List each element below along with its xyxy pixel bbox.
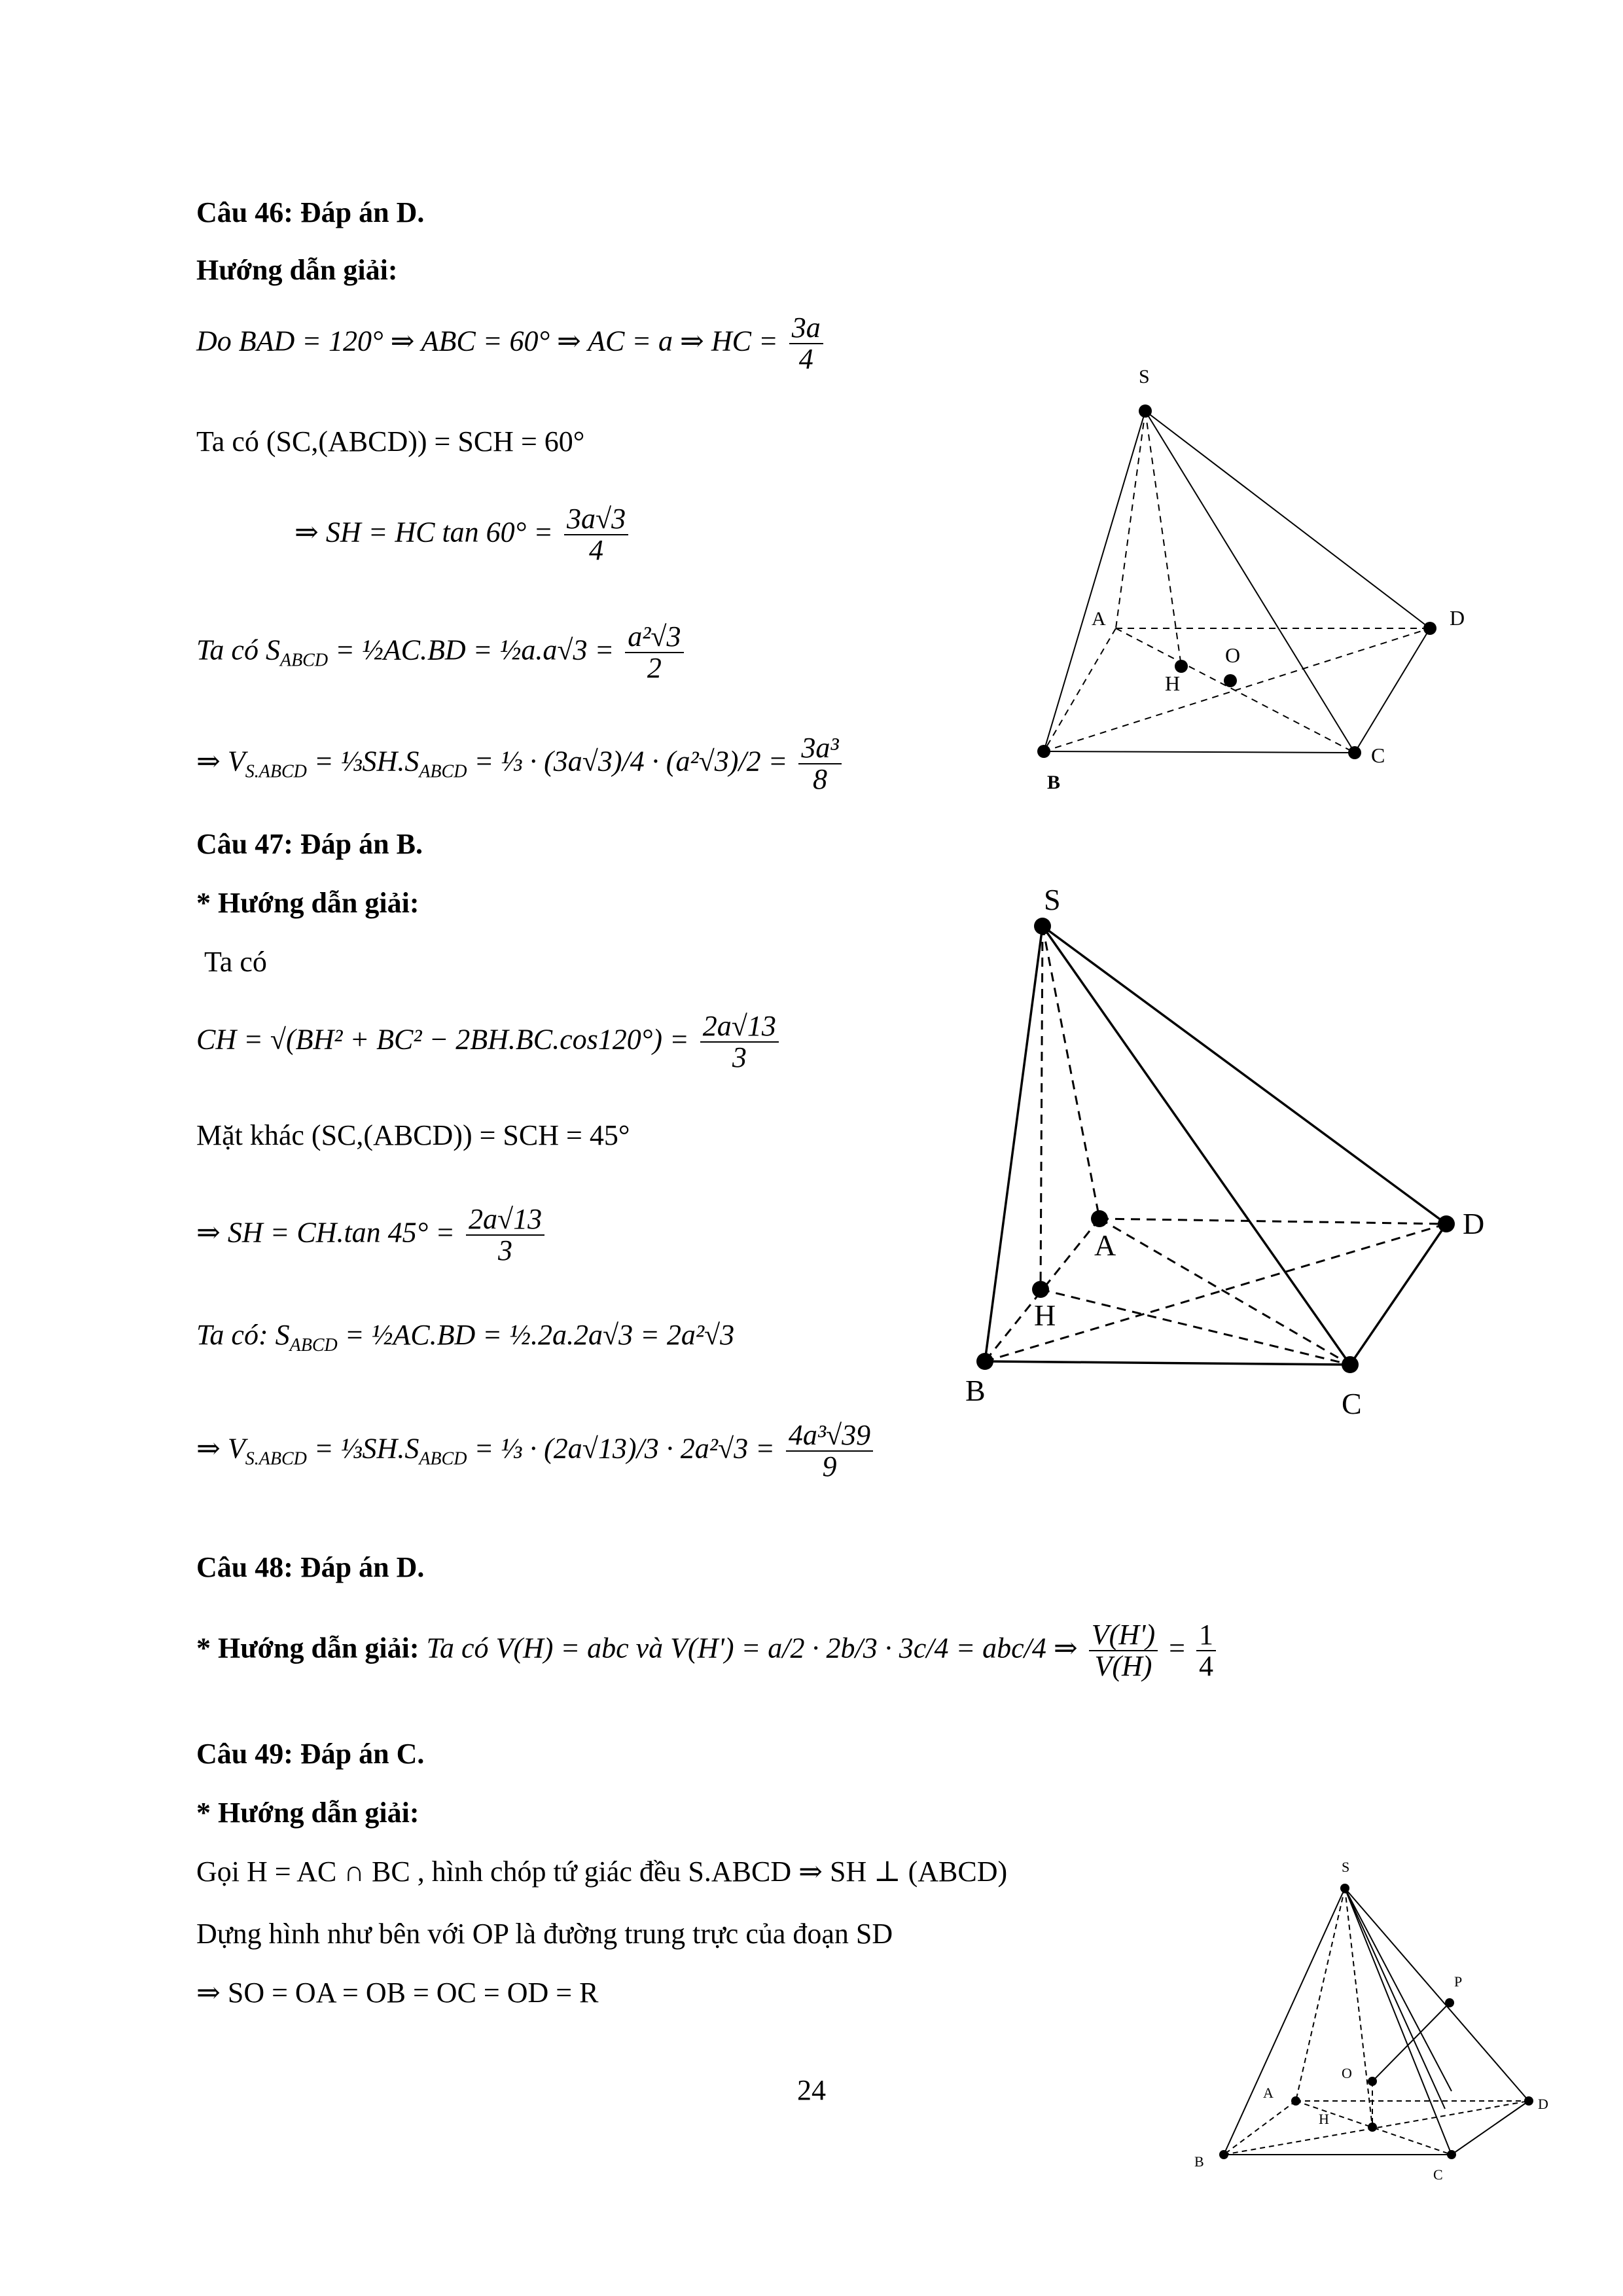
q49-guide: * Hướng dẫn giải: <box>196 1797 419 1829</box>
q49-line2: Dựng hình như bên với OP là đường trung trực của đoạn SD <box>196 1918 893 1950</box>
q47-guide: * Hướng dẫn giải: <box>196 887 419 919</box>
fig1-point-o <box>1224 674 1237 687</box>
q46-guide: Hướng dẫn giải: <box>196 254 398 286</box>
fig3-point-o <box>1368 2077 1377 2086</box>
q48-title: Câu 48: Đáp án D. <box>196 1551 425 1583</box>
fig3-point-h <box>1368 2123 1377 2132</box>
fig3-point-s <box>1340 1884 1349 1893</box>
fig2-label-h: H <box>1034 1299 1056 1332</box>
q47-line6: ⇒ $V_{S.ABCD}$ = $\frac{1}{3}SH.S_{ABCD}$ = ⅓ · (2a√13)/3 · 2a²√3 = $\frac{\text{4a³√39}}{9}$ <box>196 1420 877 1482</box>
fig3-label-a: A <box>1263 2085 1274 2101</box>
fig1-label-c: C <box>1371 744 1385 767</box>
fig1-label-b: B <box>1047 772 1061 793</box>
fig2-label-b: B <box>965 1374 986 1407</box>
q47-line4: ⇒ SH = CH.tan 45° = $\frac{2a√13}{3}$ <box>196 1204 548 1266</box>
fig3-label-b: B <box>1194 2153 1204 2170</box>
fig3-pyramid <box>1224 1888 1529 2155</box>
fig3-label-c: C <box>1433 2166 1443 2183</box>
fig3-point-b <box>1219 2150 1228 2159</box>
fig1-label-a: A <box>1092 608 1106 630</box>
q47-line5: Ta có: $S_{ABCD}$ = ½AC.BD = ½.2a.2a√3 = 2a²√3 <box>196 1319 735 1355</box>
q46-line5: ⇒ $V_{S.ABCD}$ = $\frac{1}{3}SH.S_{ABCD}$ = ⅓ · (3a√3)/4 · (a²√3)/2 = $\frac{\text{3a³}}{8}$ <box>196 733 846 795</box>
q49-line1: Gọi H = AC ∩ BC , hình chóp tứ giác đều S.ABCD ⇒ SH ⊥ (ABCD) <box>196 1856 1008 1888</box>
fig3-label-d: D <box>1538 2096 1548 2112</box>
q46-line1: Do BAD = 120° ⇒ ABC = 60° ⇒ AC = a ⇒ HC = $\frac{3a}{4}$ <box>196 313 827 374</box>
q49-line3: ⇒ SO = OA = OB = OC = OD = R <box>196 1977 599 2009</box>
fig1-point-s <box>1139 404 1152 418</box>
fig1-label-h: H <box>1165 672 1181 695</box>
q46-line4: Ta có $S_{ABCD}$ = ½AC.BD = ½a.a√3 = $\frac{\text{a²√3}}{2}$ <box>196 622 688 683</box>
q46-line3: ⇒ SH = HC tan 60° = $\frac{3a√3}{4}$ <box>294 504 632 565</box>
q46-line2: Ta có (SC,(ABCD)) = SCH = 60° <box>196 425 585 457</box>
q48-line: * Hướng dẫn giải: Ta có V(H) = abc và V(H') = a/2 · 2b/3 · 3c/4 = abc/4 ⇒ $\frac{V(H')}{V(H)}$ = $\frac{1}{4}$ <box>196 1620 1220 1681</box>
fig1-point-h <box>1175 660 1188 673</box>
fig2-label-c: C <box>1342 1387 1362 1420</box>
fig1-point-d <box>1423 622 1436 635</box>
q47-line2: CH = √(BH² + BC² − 2BH.BC.cos120°) = $\frac{2a√13}{3}$ <box>196 1011 783 1073</box>
fig3-label-o: O <box>1342 2065 1352 2081</box>
fig2-label-d: D <box>1463 1207 1485 1240</box>
fig1-label-o: O <box>1225 643 1241 667</box>
fig2-point-c <box>1342 1356 1359 1373</box>
q47-line1: Ta có <box>204 946 267 978</box>
fig2-point-h <box>1032 1281 1049 1298</box>
fig3-label-s: S <box>1342 1859 1350 1875</box>
fig3-point-a <box>1291 2096 1300 2106</box>
fig2-point-s <box>1034 918 1051 935</box>
fig3-label-h: H <box>1319 2111 1329 2127</box>
fig1-pyramid <box>1044 411 1430 753</box>
q47-title: Câu 47: Đáp án B. <box>196 828 423 860</box>
fig3-label-p: P <box>1454 1973 1463 1990</box>
fig2-point-b <box>976 1353 993 1370</box>
fig1-point-b <box>1037 745 1050 758</box>
q49-title: Câu 49: Đáp án C. <box>196 1738 425 1770</box>
fig3-point-d <box>1524 2096 1533 2106</box>
fig2-point-d <box>1438 1215 1455 1232</box>
fig2-point-a <box>1091 1210 1108 1227</box>
fig1-label-s: S <box>1139 366 1150 387</box>
fig1-label-d: D <box>1450 606 1465 630</box>
fig3-point-c <box>1447 2150 1456 2159</box>
q47-line3: Mặt khác (SC,(ABCD)) = SCH = 45° <box>196 1119 630 1151</box>
fig2-label-a: A <box>1094 1229 1116 1262</box>
q46-title: Câu 46: Đáp án D. <box>196 196 425 228</box>
page-number: 24 <box>797 2074 826 2106</box>
fig2-label-s: S <box>1044 883 1061 916</box>
fig1-point-c <box>1348 746 1361 759</box>
fig3-point-p <box>1445 1998 1454 2007</box>
